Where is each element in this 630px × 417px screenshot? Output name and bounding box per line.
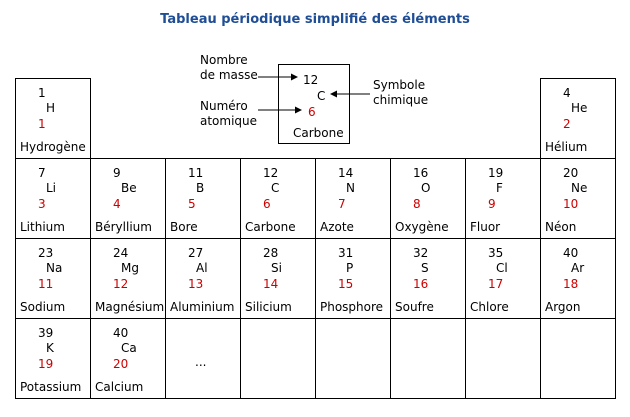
element-name: Potassium (20, 380, 82, 394)
element-mass: 32 (413, 246, 429, 260)
element-name: Fluor (470, 220, 501, 234)
element-name: Hélium (545, 140, 588, 154)
element-cell-li (15, 158, 91, 239)
element-symbol: Cl (496, 261, 508, 275)
element-symbol: Ar (571, 261, 585, 275)
element-name: Bore (170, 220, 198, 234)
element-number: 5 (188, 197, 196, 211)
element-mass: 31 (338, 246, 354, 260)
element-symbol: Ca (121, 341, 137, 355)
element-number: 1 (38, 117, 46, 131)
element-name: Oxygène (395, 220, 449, 234)
element-number: 18 (563, 277, 579, 291)
element-number: 20 (113, 357, 129, 371)
element-symbol: Ne (571, 181, 588, 195)
element-symbol: Li (46, 181, 57, 195)
element-mass: 12 (263, 166, 279, 180)
element-cell-p (315, 238, 391, 319)
element-mass: 1 (38, 86, 46, 100)
element-symbol: F (496, 181, 503, 195)
empty-cell (540, 318, 616, 399)
element-symbol: Mg (121, 261, 139, 275)
element-number: 3 (38, 197, 46, 211)
element-number: 11 (38, 277, 54, 291)
element-cell-na (15, 238, 91, 319)
element-name: Chlore (470, 300, 509, 314)
element-name: Aluminium (170, 300, 235, 314)
element-cell-he (540, 78, 616, 159)
element-name: Calcium (95, 380, 144, 394)
element-name: Argon (545, 300, 581, 314)
element-number: 19 (38, 357, 54, 371)
element-name: Néon (545, 220, 577, 234)
element-cell-mg (90, 238, 166, 319)
element-number: 2 (563, 117, 571, 131)
element-cell-ca (90, 318, 166, 399)
element-cell-cl (465, 238, 541, 319)
empty-cell (390, 318, 466, 399)
element-name: Hydrogène (20, 140, 86, 154)
element-mass: 39 (38, 326, 54, 340)
element-mass: 27 (188, 246, 204, 260)
empty-cell (240, 318, 316, 399)
legend-name: Carbone (293, 126, 344, 140)
element-name: Sodium (20, 300, 66, 314)
element-number: 9 (488, 197, 496, 211)
empty-cell (465, 318, 541, 399)
legend-symbol: C (317, 89, 326, 103)
number-label: Numéro atomique (200, 99, 258, 128)
element-symbol: Be (121, 181, 137, 195)
element-symbol: C (271, 181, 280, 195)
element-number: 13 (188, 277, 204, 291)
element-symbol: N (346, 181, 355, 195)
symbol-label: Symbole chimique (373, 78, 429, 107)
element-cell-b (165, 158, 241, 239)
element-symbol: Na (46, 261, 63, 275)
element-mass: 14 (338, 166, 354, 180)
element-mass: 40 (563, 246, 579, 260)
legend-mass: 12 (303, 73, 319, 87)
element-cell-k (15, 318, 91, 399)
element-symbol: He (571, 101, 588, 115)
element-name: Silicium (245, 300, 292, 314)
mass-label: Nombre de masse (200, 53, 258, 82)
element-number: 10 (563, 197, 579, 211)
element-number: 14 (263, 277, 279, 291)
element-mass: 16 (413, 166, 429, 180)
element-number: 7 (338, 197, 346, 211)
ellipsis-cell (165, 318, 241, 399)
element-mass: 28 (263, 246, 279, 260)
empty-cell (315, 318, 391, 399)
element-mass: 4 (563, 86, 571, 100)
element-cell-ne (540, 158, 616, 239)
element-name: Soufre (395, 300, 434, 314)
element-mass: 23 (38, 246, 54, 260)
ellipsis-text: ... (195, 355, 207, 369)
element-number: 15 (338, 277, 354, 291)
element-symbol: H (46, 101, 56, 115)
element-number: 6 (263, 197, 271, 211)
element-cell-s (390, 238, 466, 319)
element-symbol: Al (196, 261, 208, 275)
element-cell-al (165, 238, 241, 319)
element-symbol: P (346, 261, 354, 275)
element-cell-o (390, 158, 466, 239)
element-number: 12 (113, 277, 129, 291)
element-name: Carbone (245, 220, 296, 234)
element-number: 17 (488, 277, 504, 291)
element-mass: 40 (113, 326, 129, 340)
element-cell-be (90, 158, 166, 239)
element-mass: 35 (488, 246, 504, 260)
element-mass: 7 (38, 166, 46, 180)
element-cell-ar (540, 238, 616, 319)
element-mass: 24 (113, 246, 129, 260)
element-name: Phosphore (320, 300, 384, 314)
element-name: Béryllium (95, 220, 152, 234)
element-symbol: K (46, 341, 54, 355)
page-title: Tableau périodique simplifié des éléments (160, 12, 470, 27)
element-name: Magnésium (95, 300, 165, 314)
element-mass: 9 (113, 166, 121, 180)
element-cell-f (465, 158, 541, 239)
element-mass: 19 (488, 166, 504, 180)
element-symbol: Si (271, 261, 282, 275)
element-symbol: S (421, 261, 429, 275)
element-number: 16 (413, 277, 429, 291)
element-cell-c (240, 158, 316, 239)
element-mass: 11 (188, 166, 204, 180)
element-cell-si (240, 238, 316, 319)
element-name: Azote (320, 220, 354, 234)
legend-number: 6 (308, 105, 316, 119)
element-cell-n (315, 158, 391, 239)
element-symbol: B (196, 181, 205, 195)
element-mass: 20 (563, 166, 579, 180)
element-number: 4 (113, 197, 121, 211)
element-symbol: O (421, 181, 431, 195)
element-number: 8 (413, 197, 421, 211)
element-cell-h (15, 78, 91, 159)
element-name: Lithium (20, 220, 65, 234)
